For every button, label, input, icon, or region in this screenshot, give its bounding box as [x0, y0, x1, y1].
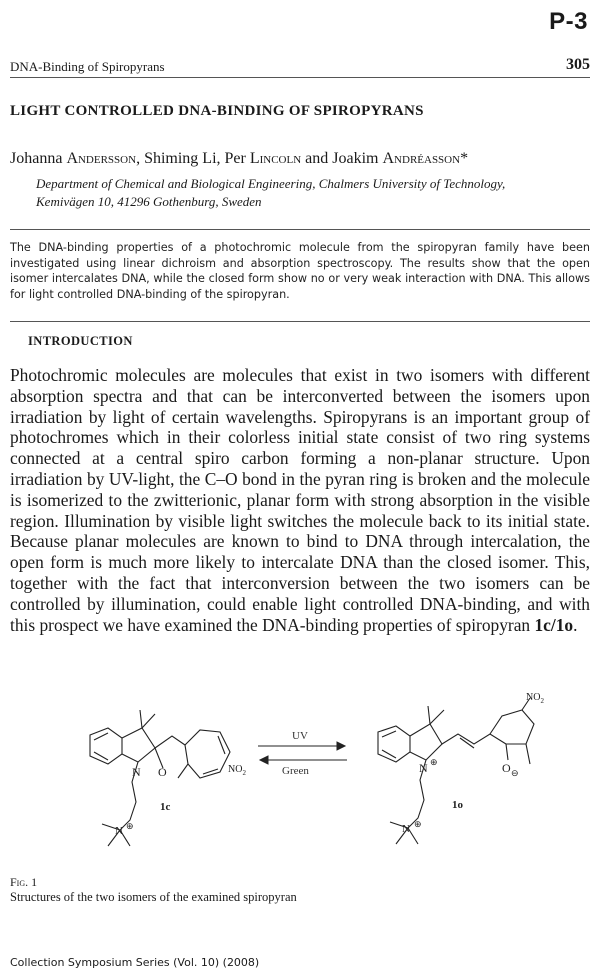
atom-o: O [158, 765, 167, 779]
paragraph-text: Photochromic molecules are molecules that exist in two isomers with different absorption spectra and that can be interconverted between the isomers upon irradiation by light of certain wavelengths. Spiropyrans is an important group of photochromes which in their colorless initial state consist of two ring systems connected at a central spiro carbon forming a non-planar structure. Upon irradiation by UV-light, the C–O bond in the pyran ring is broken and the molecule is isomerized to the zwitterionic, planar form with strong absorption in the visible region. Illumination by visible light switches the molecule back to its initial state. Because planar molecules are known to bind to DNA through intercalation, the open form is much more likely to intercalate DNA than the closed isomer. This, together with the fact that interconversion between the two isomers can be controlled by illumination, could enable light controlled DNA-binding, and with this prospect we have examined the DNA-binding properties of spiropyran [10, 365, 590, 635]
equilibrium-arrows [258, 742, 347, 764]
author-family: Andréasson [382, 150, 461, 167]
atom-n-ammonium: N [115, 825, 123, 837]
author-given: Johanna [10, 150, 67, 167]
divider [10, 229, 590, 230]
paragraph-end: . [573, 614, 578, 635]
author-separator: and Joakim [301, 150, 383, 167]
divider [10, 321, 590, 322]
atom-n: N [132, 765, 141, 779]
running-title: DNA-Binding of Spiropyrans [10, 59, 165, 74]
running-head [10, 56, 590, 78]
introduction-text [10, 365, 590, 635]
footer: Collection Symposium Series (Vol. 10) (2008) [10, 956, 260, 969]
figure-caption: Structures of the two isomers of the examined spiropyran [10, 890, 297, 904]
reaction-scheme [60, 690, 560, 865]
arrow-green-label: Green [282, 765, 309, 777]
figure-label: Fig. 1 [10, 875, 38, 889]
plus-charge-open: ⊕ [430, 757, 438, 767]
author-separator: , Shiming Li, Per [136, 150, 250, 167]
closed-isomer-label: 1c [160, 801, 171, 813]
affiliation [36, 175, 586, 211]
author-family: Andersson [66, 150, 137, 167]
atom-n-ammonium-open: N [402, 823, 410, 835]
paper-title: LIGHT CONTROLLED DNA-BINDING OF SPIROPYRANS [10, 103, 424, 119]
corresponding-mark: * [460, 150, 469, 167]
open-isomer-label: 1o [452, 799, 463, 811]
plus-charge: ⊕ [126, 821, 134, 831]
abstract: The DNA-binding properties of a photochromic molecule from the spiropyran family have been investigated using linear dichroism and absorption spectroscopy. The results show that the open isomer intercalates DNA, while the closed form show no or very weak interaction with DNA. This allows for light controlled DNA-binding of the spiropyran. [10, 241, 590, 301]
nitro-group: $NO_2$ [228, 764, 246, 777]
page-number: 305 [566, 56, 590, 73]
atom-o-open: O [502, 761, 511, 775]
atom-n-open: N [419, 761, 428, 775]
affiliation-line: Department of Chemical and Biological Engineering, Chalmers University of Technology, [36, 176, 506, 191]
author-list [10, 150, 468, 168]
compound-label: 1c/1o [534, 614, 574, 635]
section-heading: INTRODUCTION [28, 334, 133, 348]
author-family: Lincoln [249, 150, 302, 167]
nitro-group-open: $NO_2$ [526, 692, 544, 705]
plus-charge-ammonium-open: ⊕ [414, 819, 422, 829]
page-code: P-3 [549, 8, 588, 35]
arrow-uv-label: UV [292, 730, 308, 742]
minus-charge: ⊖ [511, 768, 519, 778]
affiliation-line: Kemivägen 10, 41296 Gothenburg, Sweden [36, 194, 262, 209]
